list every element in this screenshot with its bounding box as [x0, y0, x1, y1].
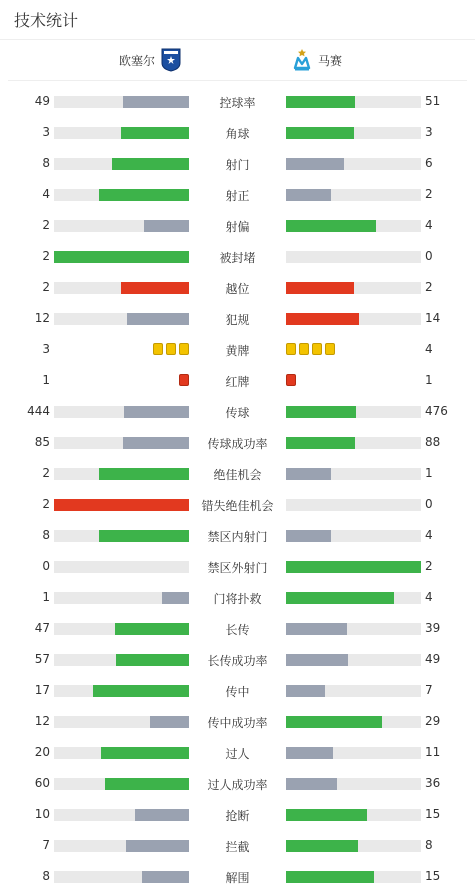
- stat-label: 角球: [225, 127, 250, 141]
- stat-label: 绝佳机会: [213, 468, 262, 482]
- away-team-name: 马赛: [318, 53, 343, 68]
- away-stat-bar: [286, 251, 421, 263]
- stat-label: 禁区外射门: [207, 561, 268, 575]
- yellow-card-icon: [325, 343, 335, 355]
- home-stat-value: 1: [42, 373, 50, 387]
- home-red-cards: [179, 374, 189, 387]
- away-stat-bar-fill: [286, 189, 331, 201]
- home-stat-bar-fill: [121, 127, 189, 139]
- away-stat-value: 4: [425, 342, 433, 356]
- away-stat-bar: [286, 282, 421, 294]
- home-stat-value: 20: [34, 745, 50, 759]
- stat-label: 长传成功率: [207, 654, 268, 668]
- home-stat-bar-fill: [101, 747, 189, 759]
- stat-label: 解围: [225, 871, 250, 885]
- home-stat-bar: [54, 468, 189, 480]
- away-stat-bar: [286, 158, 421, 170]
- home-stat-bar: [54, 282, 189, 294]
- home-stat-bar: [54, 189, 189, 201]
- home-stat-value: 57: [34, 652, 50, 666]
- stat-label: 红牌: [225, 375, 250, 389]
- away-stat-value: 15: [425, 869, 441, 883]
- away-stat-bar-fill: [286, 654, 348, 666]
- away-stat-bar: [286, 654, 421, 666]
- away-stat-value: 1: [425, 373, 433, 387]
- stat-row: [0, 654, 475, 666]
- home-stat-bar: [54, 158, 189, 170]
- away-stat-bar: [286, 530, 421, 542]
- away-yellow-cards: [286, 343, 335, 356]
- away-stat-value: 36: [425, 776, 441, 790]
- home-stat-bar: [54, 685, 189, 697]
- away-stat-bar-fill: [286, 437, 355, 449]
- stat-label: 过人: [225, 747, 250, 761]
- yellow-card-icon: [286, 343, 296, 355]
- home-stat-bar-fill: [99, 468, 189, 480]
- stat-label: 拦截: [225, 840, 250, 854]
- stat-row: [0, 127, 475, 139]
- yellow-card-icon: [179, 343, 189, 355]
- home-stat-bar: [54, 499, 189, 511]
- stat-row: [0, 561, 475, 573]
- stat-row: [0, 282, 475, 294]
- home-stat-value: 12: [34, 311, 50, 325]
- home-stat-bar-fill: [124, 406, 189, 418]
- home-stat-bar-fill: [127, 313, 189, 325]
- away-stat-value: 2: [425, 187, 433, 201]
- stat-row: [0, 623, 475, 635]
- stats-header: [0, 0, 475, 40]
- marseille-crest-icon: [292, 48, 312, 72]
- stat-label: 越位: [225, 282, 250, 296]
- home-stat-value: 8: [42, 869, 50, 883]
- stat-row: [0, 158, 475, 170]
- home-stat-bar: [54, 840, 189, 852]
- away-stat-bar: [286, 313, 421, 325]
- home-stat-value: 2: [42, 280, 50, 294]
- yellow-card-icon: [166, 343, 176, 355]
- home-stat-value: 3: [42, 342, 50, 356]
- stat-row: [0, 809, 475, 821]
- stat-row: [0, 468, 475, 480]
- away-stat-bar-fill: [286, 127, 354, 139]
- away-stat-bar-fill: [286, 406, 356, 418]
- away-stat-value: 6: [425, 156, 433, 170]
- stat-row: [0, 530, 475, 542]
- away-stat-bar-fill: [286, 778, 337, 790]
- stat-row: [0, 778, 475, 790]
- away-stat-bar-fill: [286, 840, 358, 852]
- stat-label: 控球率: [219, 96, 256, 110]
- home-stat-value: 2: [42, 249, 50, 263]
- yellow-card-icon: [312, 343, 322, 355]
- stat-label: 传中: [225, 685, 250, 699]
- home-stat-bar-fill: [54, 251, 189, 263]
- away-stat-bar: [286, 468, 421, 480]
- home-stat-bar-fill: [115, 623, 189, 635]
- away-stat-value: 4: [425, 528, 433, 542]
- home-stat-bar-fill: [121, 282, 189, 294]
- home-stat-value: 1: [42, 590, 50, 604]
- stat-label: 射门: [225, 158, 250, 172]
- away-stat-bar: [286, 871, 421, 883]
- stat-label: 错失绝佳机会: [201, 499, 274, 513]
- home-stat-bar: [54, 778, 189, 790]
- home-stat-bar: [54, 716, 189, 728]
- stat-row: [0, 251, 475, 263]
- home-stat-bar: [54, 809, 189, 821]
- home-stat-bar-fill: [150, 716, 189, 728]
- away-stat-value: 29: [425, 714, 441, 728]
- home-stat-value: 2: [42, 218, 50, 232]
- home-stat-bar-fill: [162, 592, 189, 604]
- home-stat-bar: [54, 871, 189, 883]
- home-stat-value: 4: [42, 187, 50, 201]
- stat-row: [0, 437, 475, 449]
- stat-label: 黄牌: [225, 344, 250, 358]
- home-stat-bar-fill: [116, 654, 189, 666]
- page-title: 技术统计: [14, 11, 79, 30]
- home-stat-bar-fill: [135, 809, 189, 821]
- stat-row: [0, 747, 475, 759]
- home-stat-bar-fill: [99, 189, 189, 201]
- stat-label: 传中成功率: [207, 716, 268, 730]
- stat-row: [0, 406, 475, 418]
- away-stat-bar: [286, 809, 421, 821]
- stat-label: 过人成功率: [207, 778, 268, 792]
- stat-label: 射正: [225, 189, 250, 203]
- away-stat-bar-fill: [286, 561, 421, 573]
- stat-label: 传球成功率: [207, 437, 268, 451]
- away-stat-bar: [286, 220, 421, 232]
- stat-row: [0, 716, 475, 728]
- home-stat-bar: [54, 313, 189, 325]
- away-stat-bar: [286, 499, 421, 511]
- away-stat-bar: [286, 747, 421, 759]
- home-stat-bar-fill: [123, 96, 189, 108]
- home-yellow-cards: [153, 343, 189, 356]
- stat-label: 传球: [225, 406, 250, 420]
- stat-label: 门将扑救: [213, 592, 262, 606]
- auxerre-crest-icon: [161, 48, 181, 72]
- away-stat-value: 14: [425, 311, 441, 325]
- away-stat-bar: [286, 840, 421, 852]
- away-stat-value: 15: [425, 807, 441, 821]
- away-stat-bar: [286, 685, 421, 697]
- home-stat-value: 17: [34, 683, 50, 697]
- home-stat-bar: [54, 623, 189, 635]
- home-stat-value: 3: [42, 125, 50, 139]
- stat-row: [0, 220, 475, 232]
- away-stat-bar: [286, 778, 421, 790]
- away-stat-value: 476: [425, 404, 448, 418]
- home-team[interactable]: [119, 48, 181, 72]
- away-stat-value: 2: [425, 280, 433, 294]
- home-stat-bar: [54, 220, 189, 232]
- stat-row: [0, 375, 475, 387]
- home-stat-value: 8: [42, 528, 50, 542]
- home-stat-value: 7: [42, 838, 50, 852]
- home-stat-bar-fill: [142, 871, 189, 883]
- away-stat-value: 3: [425, 125, 433, 139]
- yellow-card-icon: [299, 343, 309, 355]
- home-stat-bar: [54, 530, 189, 542]
- away-stat-value: 4: [425, 218, 433, 232]
- stat-row: [0, 499, 475, 511]
- away-stat-bar-fill: [286, 747, 333, 759]
- away-team[interactable]: [292, 48, 342, 72]
- away-stat-bar-fill: [286, 530, 331, 542]
- home-stat-value: 2: [42, 497, 50, 511]
- home-stat-bar-fill: [105, 778, 189, 790]
- away-stat-value: 39: [425, 621, 441, 635]
- stat-row: [0, 96, 475, 108]
- away-stat-bar-fill: [286, 158, 344, 170]
- red-card-icon: [179, 374, 189, 386]
- away-stat-bar-fill: [286, 592, 394, 604]
- stat-row: [0, 189, 475, 201]
- home-stat-value: 8: [42, 156, 50, 170]
- away-stat-bar-fill: [286, 468, 331, 480]
- away-stat-bar: [286, 437, 421, 449]
- teams-row: [8, 40, 467, 81]
- home-stat-value: 49: [34, 94, 50, 108]
- home-stat-bar-fill: [99, 530, 189, 542]
- stat-label: 禁区内射门: [207, 530, 268, 544]
- away-stat-bar: [286, 189, 421, 201]
- home-stat-value: 47: [34, 621, 50, 635]
- away-stat-bar-fill: [286, 623, 347, 635]
- away-stat-value: 8: [425, 838, 433, 852]
- stat-row: [0, 313, 475, 325]
- away-stat-bar: [286, 561, 421, 573]
- away-stat-value: 0: [425, 249, 433, 263]
- away-stat-bar: [286, 623, 421, 635]
- away-stat-bar-fill: [286, 716, 382, 728]
- home-stat-bar-fill: [54, 499, 189, 511]
- away-stat-bar: [286, 127, 421, 139]
- stat-label: 被封堵: [219, 251, 256, 265]
- stat-row: [0, 685, 475, 697]
- home-stat-value: 10: [34, 807, 50, 821]
- stat-label: 抢断: [225, 809, 250, 823]
- home-team-name: 欧塞尔: [118, 53, 155, 68]
- red-card-icon: [286, 374, 296, 386]
- away-stat-bar-fill: [286, 96, 355, 108]
- home-stat-value: 444: [27, 404, 50, 418]
- away-stat-bar-fill: [286, 220, 376, 232]
- away-stat-value: 51: [425, 94, 441, 108]
- away-stat-bar: [286, 592, 421, 604]
- home-stat-value: 60: [34, 776, 50, 790]
- away-stat-value: 49: [425, 652, 441, 666]
- away-stat-value: 1: [425, 466, 433, 480]
- home-stat-value: 12: [34, 714, 50, 728]
- home-stat-bar: [54, 592, 189, 604]
- stat-row: [0, 592, 475, 604]
- home-stat-bar-fill: [93, 685, 189, 697]
- away-stat-value: 4: [425, 590, 433, 604]
- home-stat-bar: [54, 96, 189, 108]
- away-stat-value: 2: [425, 559, 433, 573]
- home-stat-bar: [54, 437, 189, 449]
- away-stat-bar: [286, 406, 421, 418]
- home-stat-value: 0: [42, 559, 50, 573]
- away-stat-value: 88: [425, 435, 441, 449]
- home-stat-bar-fill: [126, 840, 189, 852]
- stat-row: [0, 871, 475, 883]
- away-stat-value: 0: [425, 497, 433, 511]
- home-stat-bar-fill: [112, 158, 189, 170]
- stat-row: [0, 344, 475, 356]
- away-stat-value: 7: [425, 683, 433, 697]
- home-stat-bar: [54, 406, 189, 418]
- away-red-cards: [286, 374, 296, 387]
- away-stat-value: 11: [425, 745, 441, 759]
- yellow-card-icon: [153, 343, 163, 355]
- home-stat-bar: [54, 654, 189, 666]
- stat-label: 犯规: [225, 313, 250, 327]
- home-stat-bar-fill: [144, 220, 189, 232]
- away-stat-bar: [286, 716, 421, 728]
- home-stat-value: 85: [34, 435, 50, 449]
- away-stat-bar: [286, 96, 421, 108]
- away-stat-bar-fill: [286, 685, 325, 697]
- home-stat-bar: [54, 251, 189, 263]
- home-stat-bar: [54, 127, 189, 139]
- stat-label: 长传: [225, 623, 250, 637]
- stat-row: [0, 840, 475, 852]
- home-stat-bar-fill: [123, 437, 189, 449]
- away-stat-bar-fill: [286, 871, 374, 883]
- stat-label: 射偏: [225, 220, 250, 234]
- home-stat-value: 2: [42, 466, 50, 480]
- away-stat-bar-fill: [286, 282, 354, 294]
- away-stat-bar-fill: [286, 313, 359, 325]
- away-stat-bar-fill: [286, 809, 367, 821]
- home-stat-bar: [54, 747, 189, 759]
- home-stat-bar: [54, 561, 189, 573]
